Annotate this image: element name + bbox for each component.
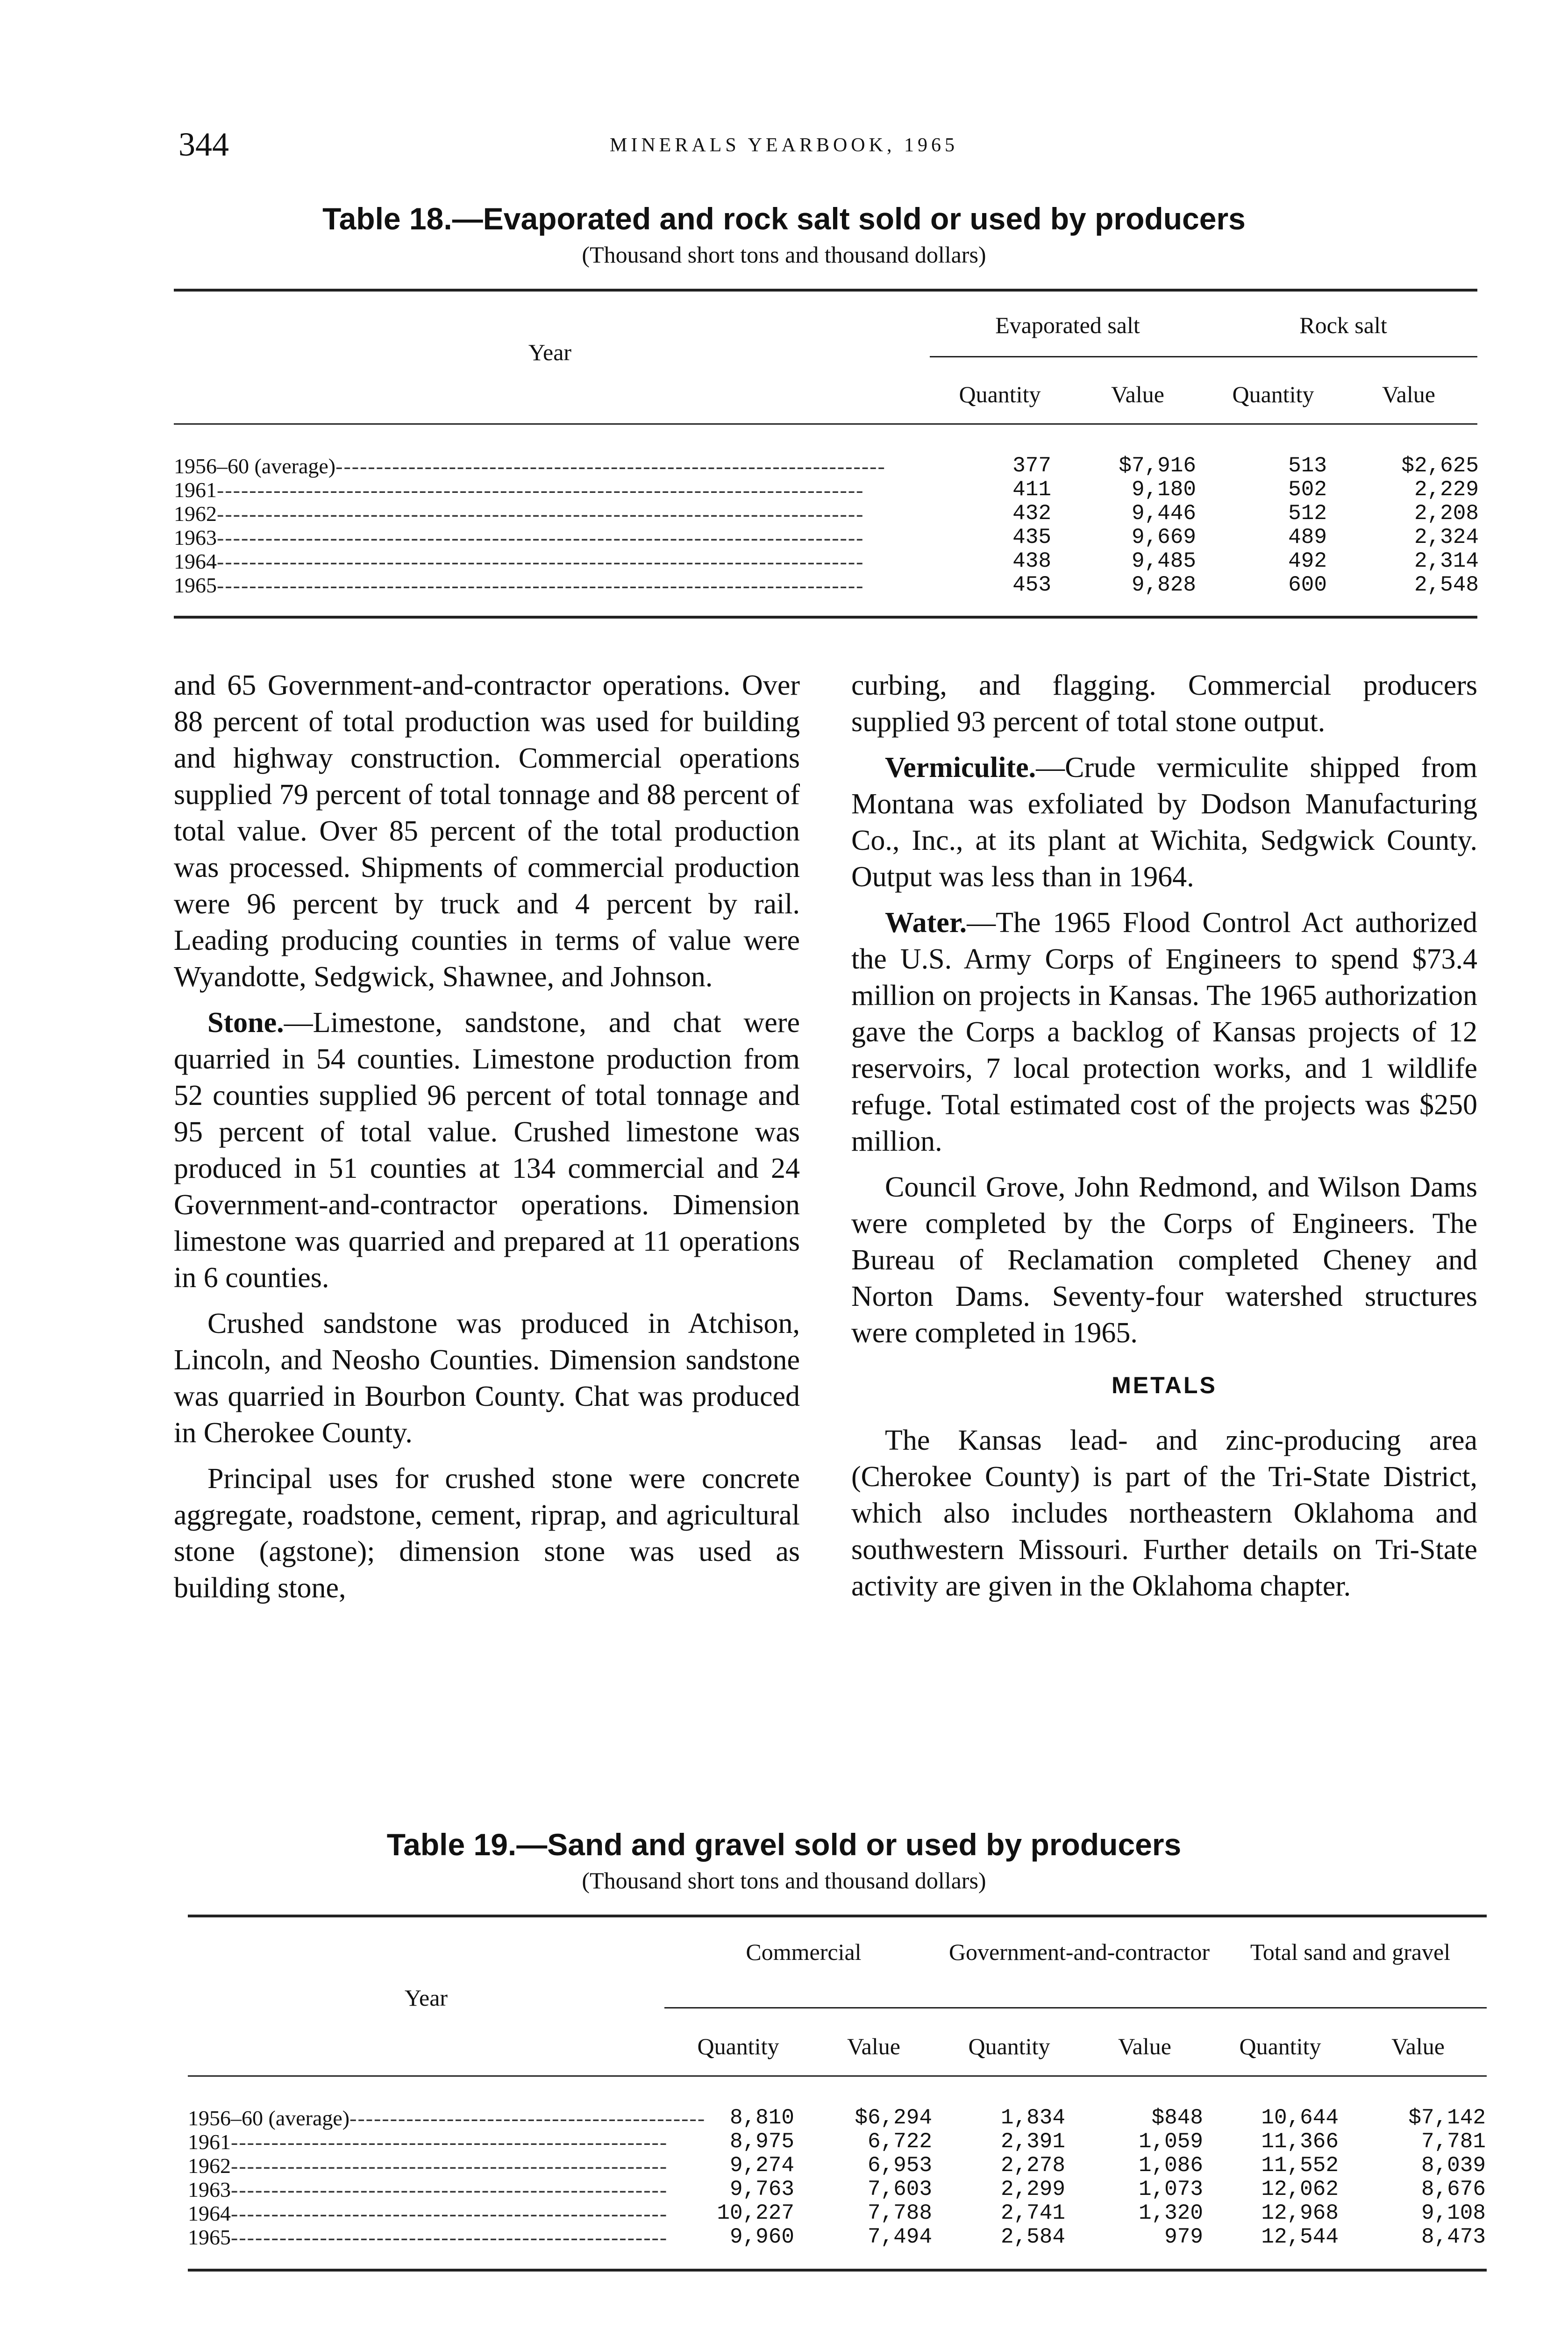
table-19-top-rule bbox=[188, 1915, 1487, 1917]
table-18-cell: 438 bbox=[1012, 549, 1051, 573]
table-19-cell: 1,073 bbox=[1138, 2177, 1203, 2201]
table-18-cell: 377 bbox=[1012, 454, 1051, 478]
table-19-cell: 1,086 bbox=[1138, 2153, 1203, 2178]
section-heading: METALS bbox=[1112, 1372, 1217, 1398]
table-18-group-header: Rock salt bbox=[1299, 312, 1387, 338]
table-19-cell: 1,834 bbox=[1000, 2106, 1065, 2130]
table-19-cell: 2,741 bbox=[1000, 2201, 1065, 2225]
table-19-cell: 6,953 bbox=[867, 2153, 932, 2178]
table-19-row-year: 1961 bbox=[188, 2130, 231, 2154]
table-19-group-header: Total sand and gravel bbox=[1250, 1939, 1451, 1965]
paragraph: Vermiculite.—Crude vermiculite shipped from Montana was exfoliated by Dodson Manufacturing Co., Inc., at its plant at Wichita, Sedgwick County. Output was less than in 1964. bbox=[851, 752, 1477, 893]
table-19-title: Table 19.—Sand and gravel sold or used by producers bbox=[386, 1827, 1182, 1862]
table-18-col-header: Quantity bbox=[959, 381, 1041, 407]
table-19-year-header: Year bbox=[404, 1985, 448, 2011]
running-head: MINERALS YEARBOOK, 1965 bbox=[610, 135, 958, 156]
paragraph-lead: Stone. bbox=[207, 1007, 284, 1039]
paragraph: and 65 Government-and-contractor operations. Over 88 percent of total production was used for building and highway construction. Commercial operations supplied 79 percent of total tonnage and 88 percent of total value. Over 85 percent of the total production was processed. Shipments of commercial production were 96 percent by truck and 4 percent by rail. Leading producing counties in terms of value were Wyandotte, Sedgwick, Shawnee, and Johnson. bbox=[174, 669, 800, 993]
table-18-row-year: 1962 bbox=[174, 502, 217, 526]
table-row: 1963-------------------------------------------------------------------------------- bbox=[174, 526, 864, 549]
table-19-cell: 2,391 bbox=[1000, 2129, 1065, 2154]
table-19-cell: 9,960 bbox=[729, 2225, 794, 2249]
table-19-bottom-rule bbox=[188, 2269, 1487, 2272]
table-19-cell: 8,473 bbox=[1421, 2225, 1486, 2249]
paragraph-lead: Water. bbox=[885, 907, 967, 939]
table-19-cell: 7,494 bbox=[867, 2225, 932, 2249]
table-19-row-year: 1962 bbox=[188, 2154, 231, 2178]
table-19-cell: 2,278 bbox=[1000, 2153, 1065, 2178]
table-row: 1965-------------------------------------------------------------------------------- bbox=[174, 573, 864, 597]
table-18-title: Table 18.—Evaporated and rock salt sold or used by producers bbox=[322, 201, 1246, 236]
table-row: 1956–60 (average)-------------------------------------------------------------------- bbox=[174, 454, 886, 478]
table-19-cell: 2,299 bbox=[1000, 2177, 1065, 2201]
table-19-cell: 9,108 bbox=[1421, 2201, 1486, 2225]
table-18-cell: 432 bbox=[1012, 501, 1051, 526]
table-19-group-header: Commercial bbox=[746, 1939, 862, 1965]
table-18-header-rule bbox=[174, 423, 1477, 425]
table-19-cell: 979 bbox=[1164, 2225, 1203, 2249]
paragraph-lead: Vermiculite. bbox=[885, 752, 1036, 783]
table-19-row-year: 1956–60 (average) bbox=[188, 2106, 350, 2130]
paragraph: Principal uses for crushed stone were concrete aggregate, roadstone, cement, riprap, and agricultural stone (agstone); dimension stone was used as building stone, bbox=[174, 1463, 800, 1604]
table-row: 1962-------------------------------------------------------------------------------- bbox=[174, 502, 864, 526]
table-19-cell: 8,676 bbox=[1421, 2177, 1486, 2201]
table-18-row-year: 1965 bbox=[174, 573, 217, 597]
table-18-top-rule bbox=[174, 289, 1477, 292]
table-18-group-rule bbox=[930, 356, 1477, 357]
table-18-cell: 2,548 bbox=[1414, 573, 1479, 597]
table-19-col-header: Quantity bbox=[1239, 2033, 1321, 2059]
paragraph: Water.—The 1965 Flood Control Act authorized the U.S. Army Corps of Engineers to spend $73.4 million on projects in Kansas. The 1965 authorization gave the Corps a backlog of Kansas projects of 12 reservoirs, 7 local protection works, and 1 wildlife refuge. Total estimated cost of the projects was $250 million. bbox=[851, 907, 1477, 1157]
table-18-cell: 9,485 bbox=[1131, 549, 1196, 573]
table-row: 1961------------------------------------------------------ bbox=[188, 2130, 668, 2154]
table-19-cell: 12,544 bbox=[1261, 2225, 1339, 2249]
table-19-cell: 11,552 bbox=[1261, 2153, 1339, 2178]
table-18-cell: 512 bbox=[1288, 501, 1327, 526]
table-19-row-year: 1964 bbox=[188, 2201, 231, 2225]
table-18-cell: 9,446 bbox=[1131, 501, 1196, 526]
table-18-cell: 2,208 bbox=[1414, 501, 1479, 526]
table-19-cell: $848 bbox=[1151, 2106, 1203, 2130]
table-row: 1962------------------------------------------------------ bbox=[188, 2154, 668, 2178]
table-18-cell: 600 bbox=[1288, 573, 1327, 597]
table-18-cell: 453 bbox=[1012, 573, 1051, 597]
table-18-col-header: Quantity bbox=[1232, 381, 1314, 407]
table-19-cell: 10,644 bbox=[1261, 2106, 1339, 2130]
table-19-cell: 7,603 bbox=[867, 2177, 932, 2201]
paragraph: The Kansas lead- and zinc-producing area (Cherokee County) is part of the Tri-State District, which also includes northeastern Oklahoma and southwestern Missouri. Further details on Tri-State activity are given in the Oklahoma chapter. bbox=[851, 1424, 1477, 1602]
paragraph: Stone.—Limestone, sandstone, and chat were quarried in 54 counties. Limestone production from 52 counties supplied 96 percent of total tonnage and 95 percent of total value. Crushed limestone was produced in 51 counties at 134 commercial and 24 Government-and-contractor operations. Dimension limestone was quarried and prepared at 11 operations in 6 counties. bbox=[174, 1007, 800, 1294]
left-column bbox=[174, 667, 800, 1616]
table-19-col-header: Value bbox=[847, 2033, 900, 2059]
table-18-cell: 9,828 bbox=[1131, 573, 1196, 597]
table-19-cell: 7,788 bbox=[867, 2201, 932, 2225]
paragraph: Crushed sandstone was produced in Atchison, Lincoln, and Neosho Counties. Dimension sandstone was quarried in Bourbon County. Chat was produced in Cherokee County. bbox=[174, 1308, 800, 1449]
table-19-group-rule bbox=[664, 2007, 1487, 2008]
table-19-header-rule bbox=[188, 2075, 1487, 2077]
table-19-cell: 10,227 bbox=[717, 2201, 794, 2225]
table-19-group-header: Government-and-contractor bbox=[948, 1939, 1210, 1965]
table-19-subtitle: (Thousand short tons and thousand dollars) bbox=[582, 1867, 986, 1894]
table-19-row-year: 1965 bbox=[188, 2225, 231, 2249]
table-18-cell: 2,229 bbox=[1414, 477, 1479, 502]
table-18-bottom-rule bbox=[174, 616, 1477, 619]
table-19-cell: 8,810 bbox=[729, 2106, 794, 2130]
table-19-cell: 2,584 bbox=[1000, 2225, 1065, 2249]
table-19-cell: 9,763 bbox=[729, 2177, 794, 2201]
right-column bbox=[851, 667, 1477, 1614]
table-row: 1964-------------------------------------------------------------------------------- bbox=[174, 549, 864, 573]
table-18-cell: 2,314 bbox=[1414, 549, 1479, 573]
table-18-cell: 513 bbox=[1288, 454, 1327, 478]
table-18-row-year: 1956–60 (average) bbox=[174, 454, 336, 478]
table-19-cell: 8,975 bbox=[729, 2129, 794, 2154]
table-row: 1956–60 (average)-------------------------------------------- bbox=[188, 2106, 706, 2130]
table-19-cell: 11,366 bbox=[1261, 2129, 1339, 2154]
table-19-cell: 12,062 bbox=[1261, 2177, 1339, 2201]
table-18-cell: 9,180 bbox=[1131, 477, 1196, 502]
table-18-subtitle: (Thousand short tons and thousand dollars) bbox=[582, 242, 986, 268]
table-18-group-header: Evaporated salt bbox=[995, 312, 1140, 338]
table-19-cell: 6,722 bbox=[867, 2129, 932, 2154]
table-19-col-header: Quantity bbox=[968, 2033, 1050, 2059]
table-18-cell: 411 bbox=[1012, 477, 1051, 502]
table-19-cell: 7,781 bbox=[1421, 2129, 1486, 2154]
table-18-cell: $2,625 bbox=[1401, 454, 1479, 478]
table-18-row-year: 1963 bbox=[174, 526, 217, 549]
table-18-year-header: Year bbox=[528, 339, 572, 365]
table-18-cell: 492 bbox=[1288, 549, 1327, 573]
table-row: 1964------------------------------------------------------ bbox=[188, 2201, 668, 2225]
table-19-col-header: Value bbox=[1391, 2033, 1445, 2059]
table-18-cell: 489 bbox=[1288, 525, 1327, 549]
table-18-col-header: Value bbox=[1382, 381, 1435, 407]
table-18-cell: 502 bbox=[1288, 477, 1327, 502]
table-18-cell: 435 bbox=[1012, 525, 1051, 549]
table-18-cell: 2,324 bbox=[1414, 525, 1479, 549]
table-18-cell: $7,916 bbox=[1119, 454, 1196, 478]
table-18-row-year: 1961 bbox=[174, 478, 217, 502]
table-19-cell: $7,142 bbox=[1408, 2106, 1486, 2130]
table-19-cell: $6,294 bbox=[855, 2106, 932, 2130]
paragraph: curbing, and flagging. Commercial producers supplied 93 percent of total stone output. bbox=[851, 669, 1477, 738]
table-19-cell: 9,274 bbox=[729, 2153, 794, 2178]
table-19-cell: 8,039 bbox=[1421, 2153, 1486, 2178]
table-row: 1961-------------------------------------------------------------------------------- bbox=[174, 478, 864, 502]
table-19-cell: 1,059 bbox=[1138, 2129, 1203, 2154]
table-18-col-header: Value bbox=[1111, 381, 1164, 407]
table-row: 1965------------------------------------------------------ bbox=[188, 2225, 668, 2249]
table-19-cell: 12,968 bbox=[1261, 2201, 1339, 2225]
table-19-col-header: Value bbox=[1118, 2033, 1171, 2059]
table-18-cell: 9,669 bbox=[1131, 525, 1196, 549]
paragraph: Council Grove, John Redmond, and Wilson Dams were completed by the Corps of Engineers. The Bureau of Reclamation completed Cheney and Norton Dams. Seventy-four watershed structures were completed in 1965. bbox=[851, 1171, 1477, 1349]
table-row: 1963------------------------------------------------------ bbox=[188, 2178, 668, 2201]
table-19-cell: 1,320 bbox=[1138, 2201, 1203, 2225]
table-18-row-year: 1964 bbox=[174, 549, 217, 573]
table-19-col-header: Quantity bbox=[697, 2033, 779, 2059]
page-number: 344 bbox=[178, 126, 229, 163]
table-19-row-year: 1963 bbox=[188, 2178, 231, 2201]
